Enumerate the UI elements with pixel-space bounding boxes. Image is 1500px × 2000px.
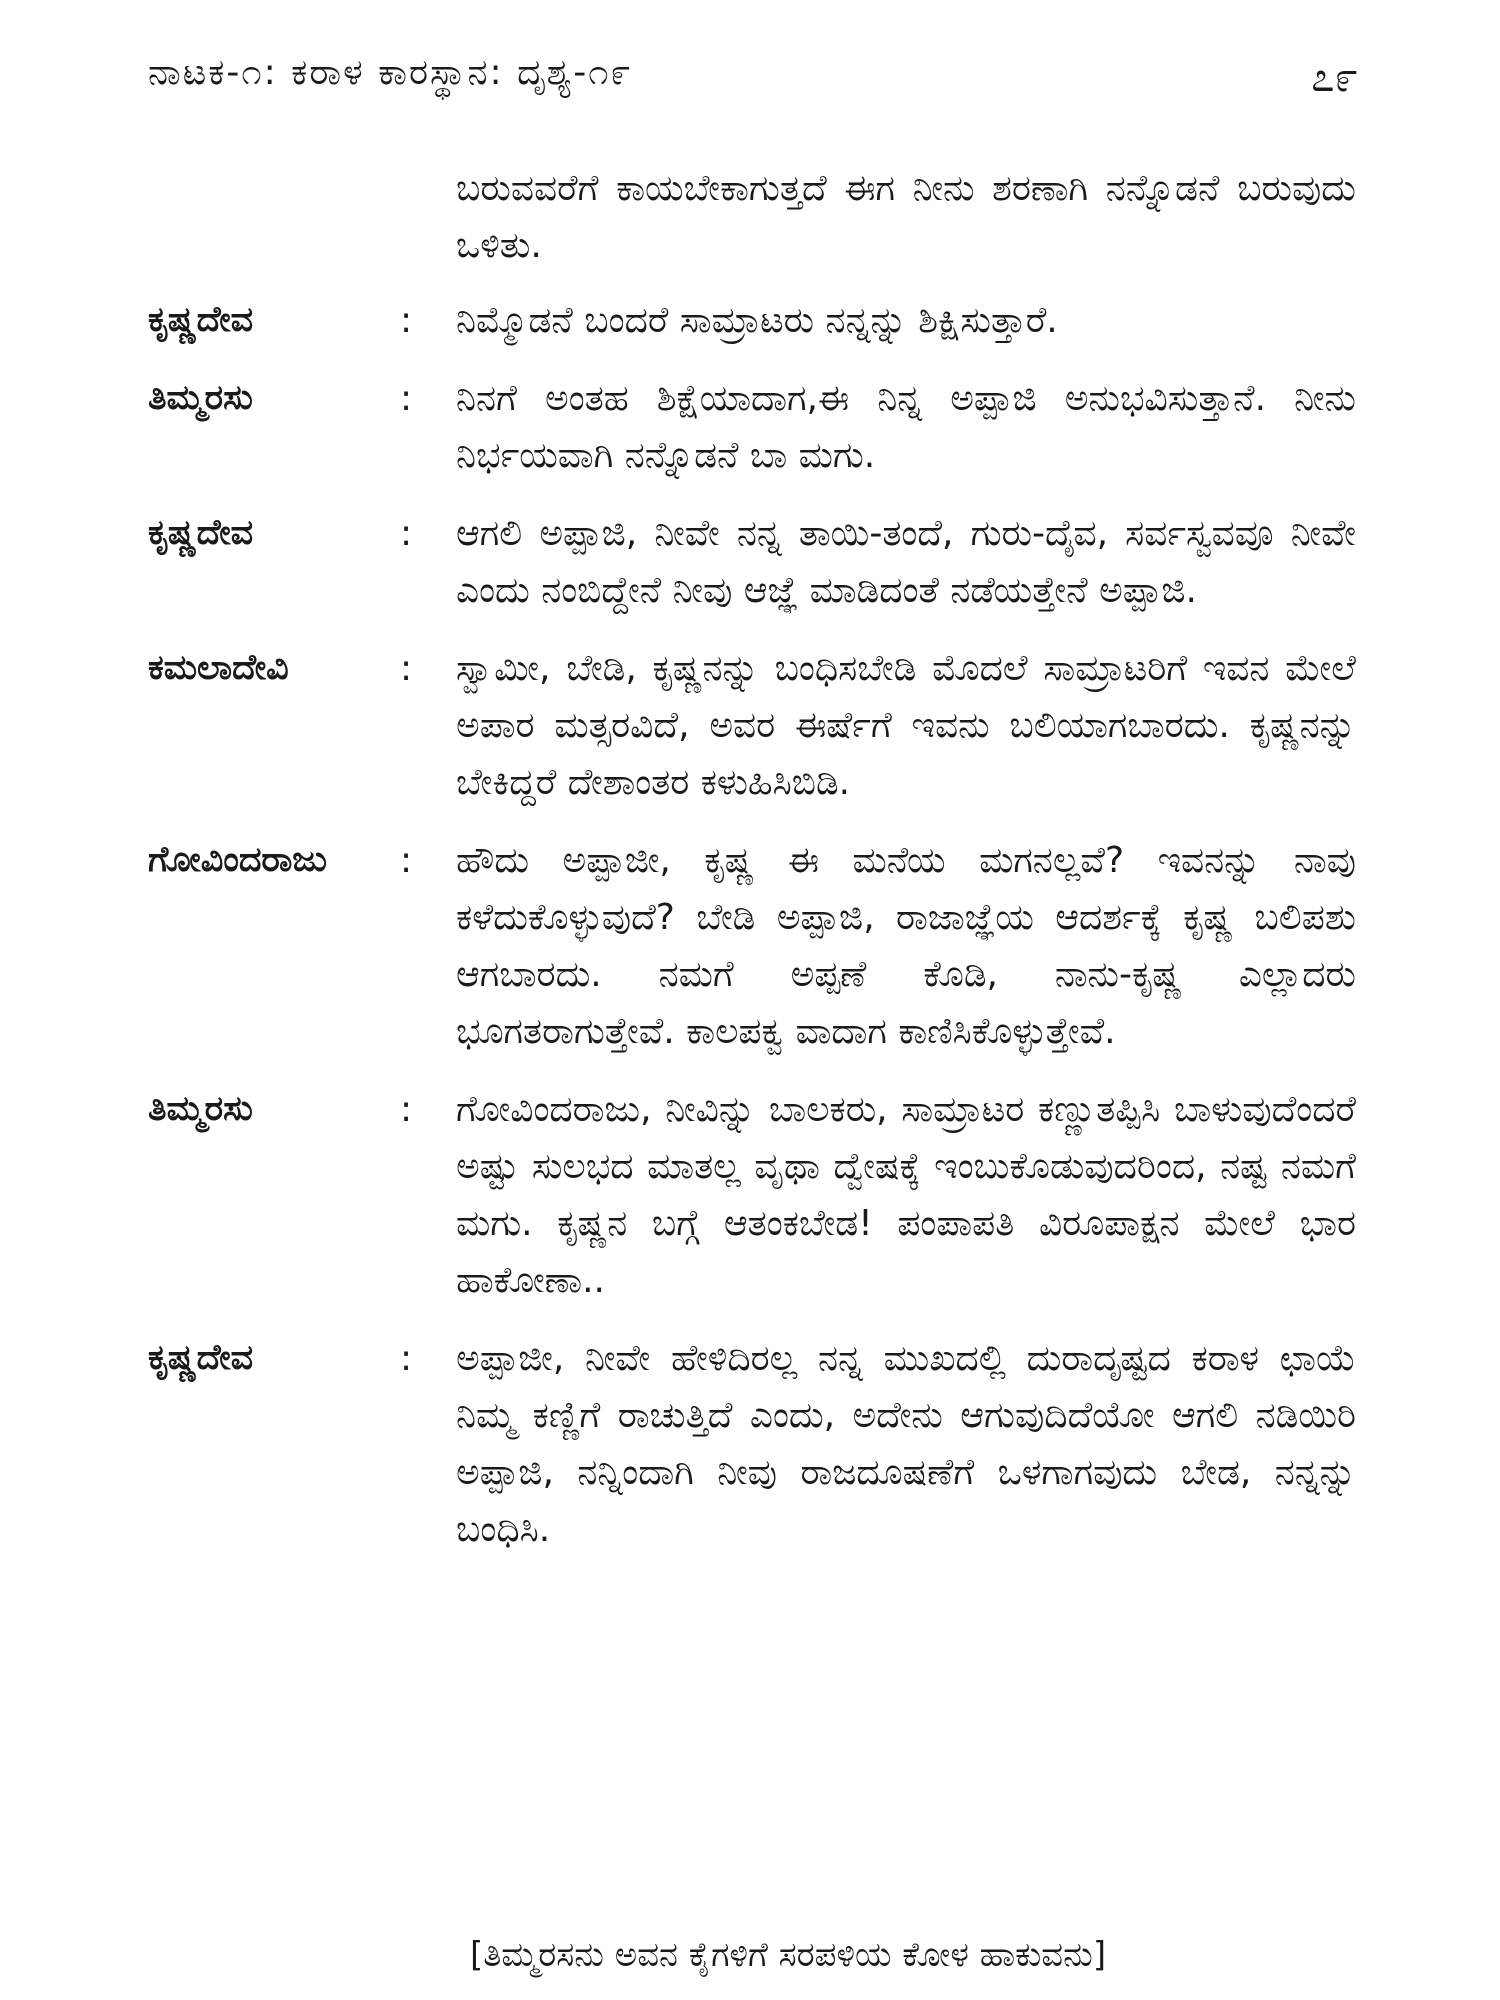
speech-text: ಹೌದು ಅಪ್ಪಾಜೀ, ಕೃಷ್ಣ ಈ ಮನೆಯ ಮಗನಲ್ಲವೆ? ಇವನನ್ನು ನಾವು ಕಳೆದುಕೊಳ್ಳುವುದೆ? ಬೇಡಿ ಅಪ್ಪಾಜಿ, ರಾಜಾಜ್ಞೆಯ ಆದರ್ಶಕ್ಕೆ ಕೃಷ್ಣ ಬಲಿಪಶು ಆಗಬಾರದು. ನಮಗೆ ಅಪ್ಪಣೆ ಕೊಡಿ, ನಾನು-ಕೃಷ್ಣ ಎಲ್ಲಾದರು ಭೂಗತರಾಗುತ್ತೇವೆ. ಕಾಲಪಕ್ವ ವಾದಾಗ ಕಾಣಿಸಿಕೊಳ್ಳುತ್ತೇವೆ. <box>456 840 1356 1052</box>
speaker-colon: : <box>400 378 413 419</box>
speech-text: ಆಗಲಿ ಅಪ್ಪಾಜಿ, ನೀವೇ ನನ್ನ ತಾಯಿ-ತಂದೆ, ಗುರು-ದೈವ, ಸರ್ವಸ್ವವವೂ ನೀವೇ ಎಂದು ನಂಬಿದ್ದೇನೆ ನೀವು ಆಜ್ಞೆ ಮಾಡಿದಂತೆ ನಡೆಯತ್ತೇನೆ ಅಪ್ಪಾಜಿ. <box>456 513 1356 611</box>
speaker-colon: : <box>400 513 413 554</box>
dialogue-entry <box>148 832 1358 1060</box>
speaker-colon: : <box>400 1338 413 1379</box>
speaker-name: ತಿಮ್ಮರಸು <box>148 1089 253 1129</box>
dialogue-entry <box>148 292 1358 349</box>
speech-text: ನಿಮ್ಮೊಡನೆ ಬಂದರೆ ಸಾಮ್ರಾಟರು ನನ್ನನ್ನು ಶಿಕ್ಷಿಸುತ್ತಾರೆ. <box>456 300 1058 341</box>
speaker-name: ಕಮಲಾದೇವಿ <box>148 648 289 688</box>
speaker-name: ಕೃಷ್ಣದೇವ <box>148 300 254 340</box>
speech-text: ಸ್ವಾಮೀ, ಬೇಡಿ, ಕೃಷ್ಣನನ್ನು ಬಂಧಿಸಬೇಡಿ ಮೊದಲೆ ಸಾಮ್ರಾಟರಿಗೆ ಇವನ ಮೇಲೆ ಅಪಾರ ಮತ್ಸರವಿದೆ, ಅವರ ಈರ್ಷೆಗೆ ಇವನು ಬಲಿಯಾಗಬಾರದು. ಕೃಷ್ಣನನ್ನು ಬೇಕಿದ್ದರೆ ದೇಶಾಂತರ ಕಳುಹಿಸಿಬಿಡಿ. <box>456 648 1356 803</box>
dialogue-entry <box>148 505 1358 619</box>
speaker-colon: : <box>400 1089 413 1130</box>
speaker-name: ಗೋವಿಂದರಾಜು <box>148 840 327 880</box>
dialogue-entry <box>148 1330 1358 1558</box>
speaker-colon: : <box>400 300 413 341</box>
dialogue-entry <box>148 1081 1358 1309</box>
page-number: ೭೯ <box>1310 52 1358 101</box>
dialogue-entry <box>148 640 1358 811</box>
continued-speech: ಬರುವವರೆಗೆ ಕಾಯಬೇಕಾಗುತ್ತದೆ ಈಗ ನೀನು ಶರಣಾಗಿ ನನ್ನೊಡನೆ ಬರುವುದು ಒಳಿತು. <box>456 168 1356 266</box>
speech-text: ನಿನಗೆ ಅಂತಹ ಶಿಕ್ಷೆಯಾದಾಗ,ಈ ನಿನ್ನ ಅಪ್ಪಾಜಿ ಅನುಭವಿಸುತ್ತಾನೆ. ನೀನು ನಿರ್ಭಯವಾಗಿ ನನ್ನೊಡನೆ ಬಾ ಮಗು. <box>456 378 1356 476</box>
running-title: ನಾಟಕ-೧: ಕರಾಳ ಕಾರಸ್ಥಾನ: ದೃಶ್ಯ-೧೯ <box>148 52 633 93</box>
speaker-colon: : <box>400 840 413 881</box>
speaker-name: ತಿಮ್ಮರಸು <box>148 378 253 418</box>
dialogue-list <box>148 292 1358 1579</box>
speaker-name: ಕೃಷ್ಣದೇವ <box>148 513 254 553</box>
speech-text: ಅಪ್ಪಾಜೀ, ನೀವೇ ಹೇಳಿದಿರಲ್ಲ ನನ್ನ ಮುಖದಲ್ಲಿ ದುರಾದೃಷ್ಟದ ಕರಾಳ ಛಾಯೆ ನಿಮ್ಮ ಕಣ್ಣಿಗೆ ರಾಚುತ್ತಿದೆ ಎಂದು, ಅದೇನು ಆಗುವುದಿದೆಯೋ ಆಗಲಿ ನಡಿಯಿರಿ ಅಪ್ಪಾಜಿ, ನನ್ನಿಂದಾಗಿ ನೀವು ರಾಜದೂಷಣೆಗೆ ಒಳಗಾಗವುದು ಬೇಡ, ನನ್ನನ್ನು ಬಂಧಿಸಿ. <box>456 1338 1356 1550</box>
dialogue-entry <box>148 370 1358 484</box>
speaker-name: ಕೃಷ್ಣದೇವ <box>148 1338 254 1378</box>
stage-direction: [ತಿಮ್ಮರಸನು ಅವನ ಕೈಗಳಿಗೆ ಸರಪಳಿಯ ಕೋಳ ಹಾಕುವನು] <box>470 1935 1107 1975</box>
speaker-colon: : <box>400 648 413 689</box>
page-header <box>148 52 1358 112</box>
speech-text: ಗೋವಿಂದರಾಜು, ನೀವಿನ್ನು ಬಾಲಕರು, ಸಾಮ್ರಾಟರ ಕಣ್ಣುತಪ್ಪಿಸಿ ಬಾಳುವುದೆಂದರೆ ಅಷ್ಟು ಸುಲಭದ ಮಾತಲ್ಲ ವೃಥಾ ದ್ವೇಷಕ್ಕೆ ಇಂಬುಕೊಡುವುದರಿಂದ, ನಷ್ಟ ನಮಗೆ ಮಗು. ಕೃಷ್ಣನ ಬಗ್ಗೆ ಆತಂಕಬೇಡ! ಪಂಪಾಪತಿ ವಿರೂಪಾಕ್ಷನ ಮೇಲೆ ಭಾರ ಹಾಕೋಣಾ.. <box>456 1089 1356 1301</box>
